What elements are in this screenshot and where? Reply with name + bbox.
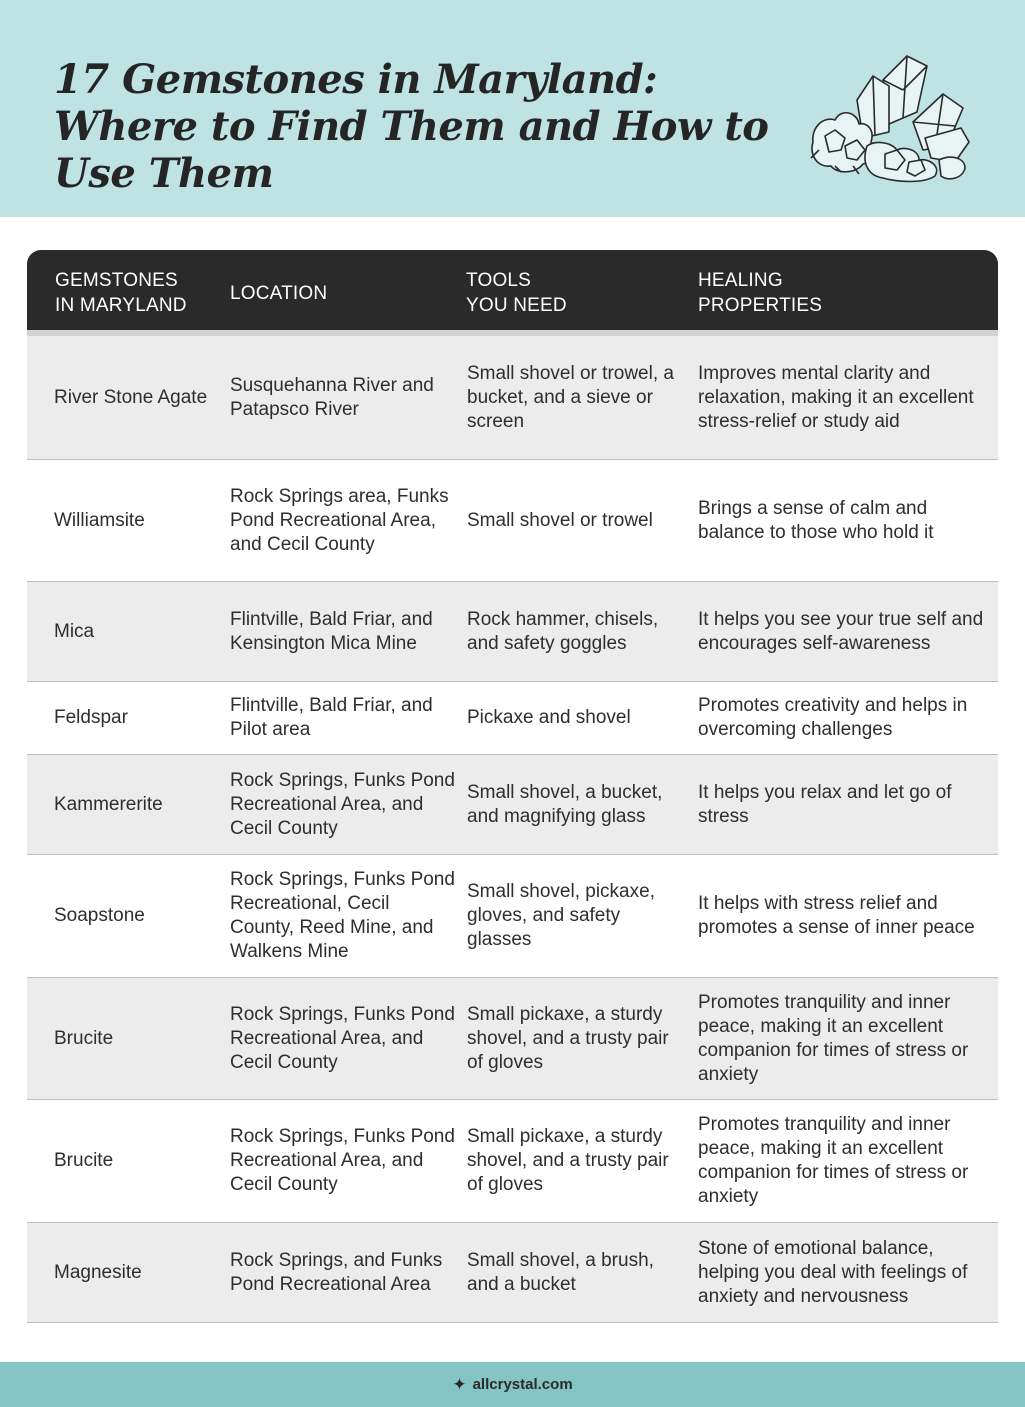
location-cell: Rock Springs, Funks Pond Recreational Area, and Cecil County bbox=[230, 769, 455, 839]
location-cell: Rock Springs, and Funks Pond Recreational Area bbox=[230, 1249, 443, 1295]
tools-cell: Small shovel or trowel bbox=[467, 509, 653, 531]
tools-cell: Small shovel, a brush, and a bucket bbox=[467, 1249, 654, 1295]
gem-name-cell: Brucite bbox=[54, 1150, 114, 1171]
footer-band bbox=[0, 1362, 1025, 1407]
gem-name-cell: Brucite bbox=[54, 1027, 114, 1049]
tools-cell: Small pickaxe, a sturdy shovel, and a trusty pair of gloves bbox=[467, 1126, 669, 1195]
table-row bbox=[27, 755, 998, 855]
tools-cell: Pickaxe and shovel bbox=[467, 707, 631, 728]
location-cell: Rock Springs, Funks Pond Recreational Area, and Cecil County bbox=[230, 1126, 455, 1195]
healing-cell: Promotes tranquility and inner peace, making it an excellent companion for times of stress or anxiety bbox=[698, 991, 969, 1085]
table-row bbox=[27, 1100, 998, 1223]
healing-cell: It helps with stress relief and promotes a sense of inner peace bbox=[698, 893, 975, 938]
page-title: 17 Gemstones in Maryland: Where to Find Them and How to Use Them bbox=[54, 56, 769, 197]
sparkle-icon: ✦ bbox=[452, 1374, 467, 1394]
gemstones-table bbox=[27, 250, 998, 1323]
column-header-location: LOCATION bbox=[230, 282, 328, 304]
table-row bbox=[27, 855, 998, 978]
table-row bbox=[27, 682, 998, 755]
tools-cell: Small shovel or trowel, a bucket, and a sieve or screen bbox=[467, 362, 674, 432]
column-header-healing: HEALING PROPERTIES bbox=[698, 270, 823, 316]
footer-site-link[interactable]: allcrystal.com bbox=[472, 1376, 573, 1393]
healing-cell: Improves mental clarity and relaxation, making it an excellent stress-relief or study aid bbox=[698, 362, 974, 432]
healing-cell: Promotes tranquility and inner peace, making it an excellent companion for times of stress or anxiety bbox=[698, 1114, 969, 1207]
tools-cell: Rock hammer, chisels, and safety goggles bbox=[467, 608, 659, 654]
column-header-gemstones: GEMSTONES IN MARYLAND bbox=[55, 270, 187, 316]
location-cell: Flintville, Bald Friar, and Pilot area bbox=[230, 695, 433, 740]
location-cell: Rock Springs, Funks Pond Recreational, Cecil County, Reed Mine, and Walkens Mine bbox=[230, 869, 455, 962]
gem-name-cell: Feldspar bbox=[54, 707, 128, 728]
gem-name-cell: River Stone Agate bbox=[54, 386, 208, 408]
table-row bbox=[27, 978, 998, 1100]
gem-name-cell: Magnesite bbox=[54, 1261, 142, 1283]
tools-cell: Small shovel, a bucket, and magnifying glass bbox=[467, 781, 663, 827]
gem-name-cell: Soapstone bbox=[54, 905, 145, 926]
table-row bbox=[27, 582, 998, 682]
table-row bbox=[27, 460, 998, 582]
location-cell: Rock Springs, Funks Pond Recreational Area, and Cecil County bbox=[230, 1003, 455, 1073]
column-header-tools: TOOLS YOU NEED bbox=[466, 270, 567, 316]
tools-cell: Small shovel, pickaxe, gloves, and safety glasses bbox=[467, 881, 655, 950]
gem-name-cell: Kammererite bbox=[54, 793, 163, 815]
location-cell: Susquehanna River and Patapsco River bbox=[230, 374, 434, 420]
healing-cell: It helps you see your true self and encourages self-awareness bbox=[698, 608, 984, 654]
healing-cell: Stone of emotional balance, helping you deal with feelings of anxiety and nervousness bbox=[698, 1237, 968, 1307]
healing-cell: Promotes creativity and helps in overcoming challenges bbox=[698, 695, 968, 740]
healing-cell: It helps you relax and let go of stress bbox=[698, 781, 952, 827]
location-cell: Flintville, Bald Friar, and Kensington Mica Mine bbox=[230, 608, 433, 654]
gem-name-cell: Mica bbox=[54, 620, 95, 642]
table-header bbox=[27, 250, 998, 336]
location-cell: Rock Springs area, Funks Pond Recreational Area, and Cecil County bbox=[230, 485, 449, 555]
crystal-cluster-icon bbox=[805, 50, 975, 185]
healing-cell: Brings a sense of calm and balance to those who hold it bbox=[698, 497, 934, 543]
tools-cell: Small pickaxe, a sturdy shovel, and a trusty pair of gloves bbox=[467, 1003, 669, 1073]
header-band bbox=[0, 0, 1025, 217]
table-row bbox=[27, 336, 998, 460]
table-row bbox=[27, 1223, 998, 1323]
gem-name-cell: Williamsite bbox=[54, 509, 145, 531]
